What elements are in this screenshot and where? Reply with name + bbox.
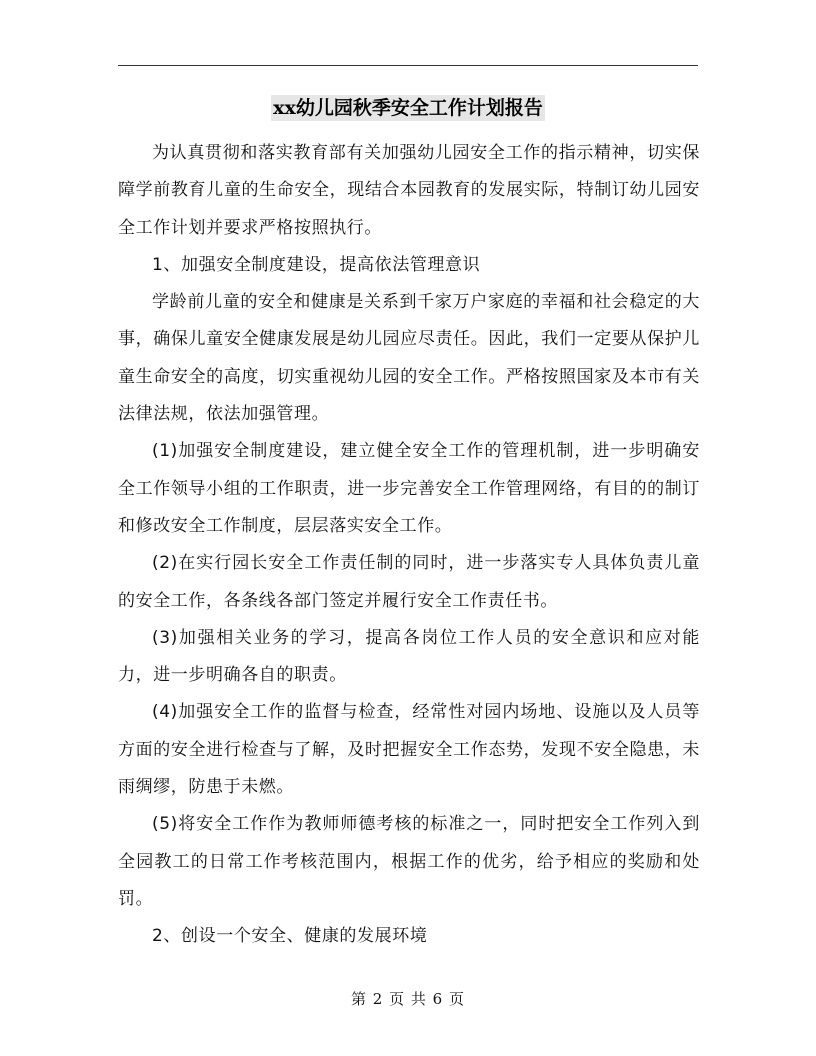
document-title: xx幼儿园秋季安全工作计划报告 <box>273 97 543 119</box>
paragraph-section-1: 学龄前儿童的安全和健康是关系到千家万户家庭的幸福和社会稳定的大事，确保儿童安全健康发展是幼儿园应尽责任。因此，我们一定要从保护儿童生命安全的高度，切实重视幼儿园的安全工作。严格按照国家及本市有关法律法规，依法加强管理。 <box>118 292 700 425</box>
paragraph-intro: 为认真贯彻和落实教育部有关加强幼儿园安全工作的指示精神，切实保障学前教育儿童的生命安全，现结合本园教育的发展实际，特制订幼儿园安全工作计划并要求严格按照执行。 <box>118 143 700 238</box>
section-heading-1: 1、加强安全制度建设，提高依法管理意识 <box>152 254 481 275</box>
list-item-4: (4)加强安全工作的监督与检查，经常性对园内场地、设施以及人员等方面的安全进行检查与了解，及时把握安全工作态势，发现不安全隐患，未雨绸缪，防患于未燃。 <box>118 702 700 798</box>
header-rule <box>118 65 698 66</box>
title-container <box>0 95 816 121</box>
list-item-2: (2)在实行园长安全工作责任制的同时，进一步落实专人具体负责儿童的安全工作，各条线各部门签定并履行安全工作责任书。 <box>118 553 700 611</box>
list-item-1: (1)加强安全制度建设，建立健全安全工作的管理机制，进一步明确安全工作领导小组的工作职责，进一步完善安全工作管理网络，有目的的制订和修改安全工作制度，层层落实安全工作。 <box>118 441 700 536</box>
page-number: 第 2 页 共 6 页 <box>351 990 465 1008</box>
document-body <box>118 135 700 956</box>
list-item-5: (5)将安全工作作为教师师德考核的标准之一，同时把安全工作列入到全园教工的日常工作考核范围内，根据工作的优劣，给予相应的奖励和处罚。 <box>118 814 700 909</box>
section-heading-2: 2、创设一个安全、健康的发展环境 <box>152 926 428 947</box>
list-item-3: (3)加强相关业务的学习，提高各岗位工作人员的安全意识和应对能力，进一步明确各自的职责。 <box>118 627 700 686</box>
